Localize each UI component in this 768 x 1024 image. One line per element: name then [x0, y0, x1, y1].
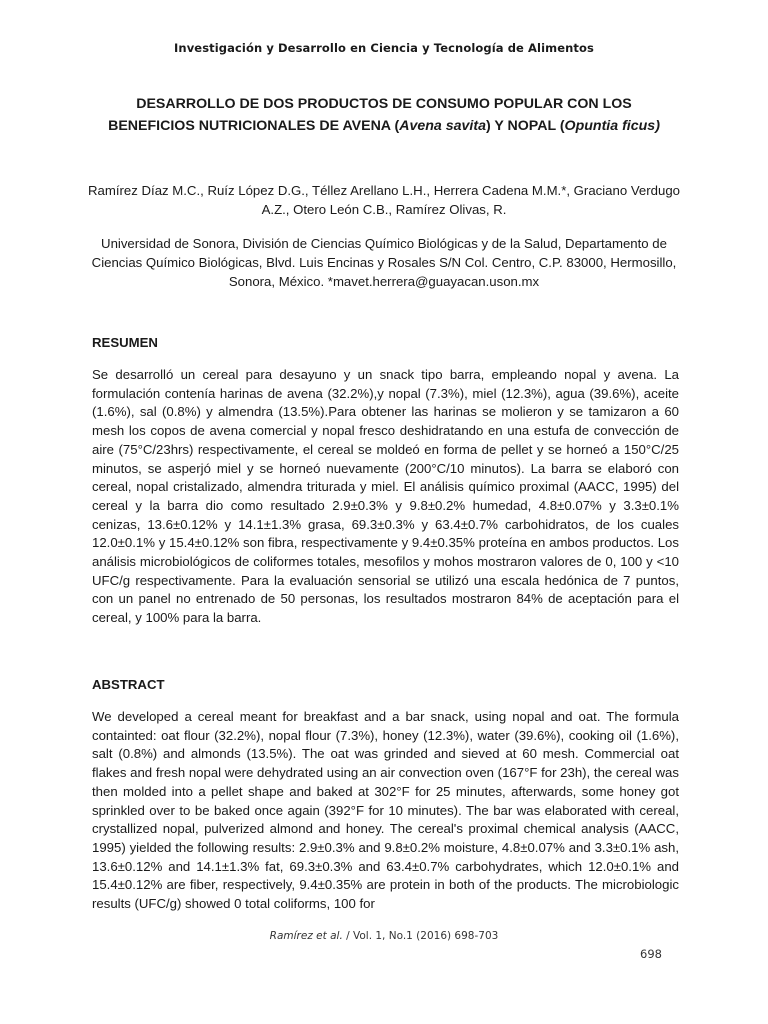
title-species-1: Avena savita: [399, 118, 486, 134]
paper-title: [100, 93, 668, 137]
title-part-2: ) Y NOPAL (: [485, 118, 565, 134]
title-species-2: Opuntia ficus): [564, 118, 660, 134]
affiliation: Universidad de Sonora, División de Ciencias Químico Biológicas y de la Salud, Departamento de Ciencias Químico Biológicas, Blvd. Luis Encinas y Rosales S/N Col. Centro, C.P. 83000, Hermosillo, Sonora, México. *mavet.herrera@guayacan.uson.mx: [91, 236, 677, 289]
abstract-heading: ABSTRACT: [92, 677, 165, 692]
footer-authors: Ramírez et al.: [269, 930, 343, 942]
abstract-text: We developed a cereal meant for breakfast and a bar snack, using nopal and oat. The formula containted: oat flour (32.2%), nopal flour (7.3%), honey (12.3%), water (39.6%), cooking oil (1.6%), salt (0.8%) and almonds (13.5%). The oat was grinded and sieved at 60 mesh. Commercial oat flakes and fresh nopal were dehydrated using an air convection oven (167°F for 23h), the cereal was then molded into a pellet shape and baked at 302°F for 25 minutes, afterwards, some honey got sprinkled over to be baked once again (392°F for 10 minutes). The bar was elaborated with cereal, crystallized nopal, pulverized almond and honey. The cereal's proximal chemical analysis (AACC, 1995) yielded the following results: 2.9±0.3% and 9.8±0.2% moisture, 4.8±0.07% and 3.3±0.1% ash, 13.6±0.12% and 14.1±1.3% fat, 69.3±0.3% and 63.4±0.7% carbohydrates, which 12.0±0.1% and 15.4±0.12% are fiber, respectively, 9.4±0.35% are protein in both of the products. The microbiologic results (UFC/g) showed 0 total coliforms, 100 for: [92, 709, 679, 912]
footer-citation: / Vol. 1, No.1 (2016) 698-703: [342, 930, 499, 942]
author-list: Ramírez Díaz M.C., Ruíz López D.G., Téllez Arellano L.H., Herrera Cadena M.M.*, Graciano Verdugo A.Z., Otero León C.B., Ramírez Olivas, R.: [88, 183, 680, 217]
resumen-text: Se desarrolló un cereal para desayuno y un snack tipo barra, empleando nopal y avena. La formulación contenía harinas de avena (32.2%),y nopal (7.3%), miel (12.3%), agua (39.6%), aceite (1.6%), sal (0.8%) y almendra (13.5%).Para obtener las harinas se molieron y se tamizaron a 60 mesh los copos de avena comercial y nopal fresco deshidratando en una estufa de convección de aire (75°C/23hrs) respectivamente, el cereal se moldeó en forma de pellet y se horneó a 150°C/25 minutos, se asperjó miel y se horneó nuevamente (200°C/10 minutos). La barra se elaboró con cereal, nopal cristalizado, almendra triturada y miel. El análisis químico proximal (AACC, 1995) del cereal y la barra dio como resultado 2.9±0.3% y 9.8±0.2% humedad, 4.8±0.07% y 3.3±0.1% cenizas, 13.6±0.12% y 14.1±1.3% grasa, 69.3±0.3% y 63.4±0.7% carbohidratos, de los cuales 12.0±0.1% y 15.4±0.12% son fibra, respectivamente y 9.4±0.35% proteína en ambos productos. Los análisis microbiológicos de coliformes totales, mesofilos y mohos mostraron valores de 0, 100 y <10 UFC/g respectivamente. Para la evaluación sensorial se utilizó una escala hedónica de 7 puntos, con un panel no entrenado de 50 personas, los resultados mostraron 84% de aceptación para el cereal, y 100% para la barra.: [92, 367, 679, 626]
resumen-heading: RESUMEN: [92, 335, 158, 350]
title-part-1: DESARROLLO DE DOS PRODUCTOS DE CONSUMO POPULAR CON LOS BENEFICIOS NUTRICIONALES DE AVENA (: [108, 96, 632, 134]
journal-header: Investigación y Desarrollo en Ciencia y Tecnología de Alimentos: [174, 41, 594, 55]
page-footer: [0, 930, 768, 942]
page-number: 698: [640, 947, 662, 961]
